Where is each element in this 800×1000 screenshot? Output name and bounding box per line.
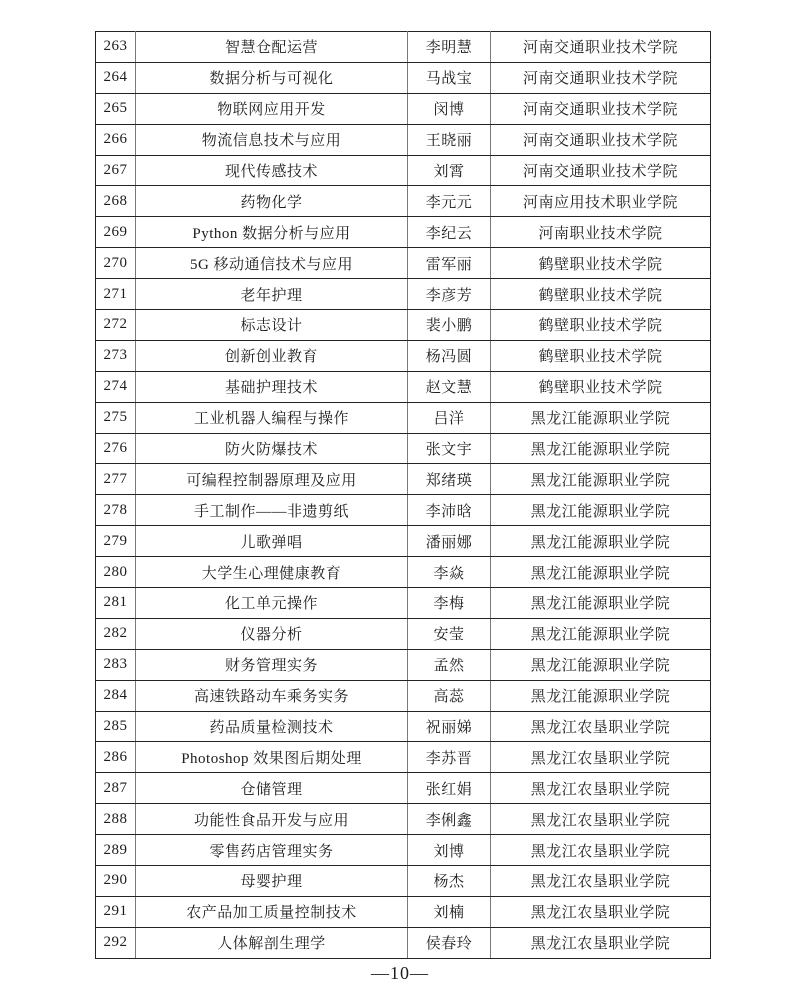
- institution-cell: 黑龙江能源职业学院: [491, 588, 711, 619]
- row-number-cell: 279: [96, 526, 136, 557]
- course-name-cell: 财务管理实务: [136, 649, 408, 680]
- teacher-name-cell: 李苏晋: [408, 742, 491, 773]
- teacher-name-cell: 李沛晗: [408, 495, 491, 526]
- page-number: —10—: [371, 963, 429, 983]
- row-number-cell: 286: [96, 742, 136, 773]
- table-row: [96, 155, 711, 186]
- row-number-cell: 263: [96, 32, 136, 63]
- institution-cell: 河南职业技术学院: [491, 217, 711, 248]
- table-row: [96, 680, 711, 711]
- institution-cell: 黑龙江农垦职业学院: [491, 866, 711, 897]
- course-name-cell: 防火防爆技术: [136, 433, 408, 464]
- teacher-name-cell: 孟然: [408, 649, 491, 680]
- course-name-cell: 创新创业教育: [136, 340, 408, 371]
- row-number-cell: 284: [96, 680, 136, 711]
- teacher-name-cell: 刘博: [408, 835, 491, 866]
- table-row: [96, 124, 711, 155]
- institution-cell: 黑龙江农垦职业学院: [491, 804, 711, 835]
- teacher-name-cell: 李俐鑫: [408, 804, 491, 835]
- teacher-name-cell: 闵博: [408, 93, 491, 124]
- table-row: [96, 557, 711, 588]
- teacher-name-cell: 郑绪瑛: [408, 464, 491, 495]
- row-number-cell: 268: [96, 186, 136, 217]
- course-list-table: [95, 31, 711, 959]
- teacher-name-cell: 祝丽娣: [408, 711, 491, 742]
- course-name-cell: 母婴护理: [136, 866, 408, 897]
- institution-cell: 河南交通职业技术学院: [491, 93, 711, 124]
- teacher-name-cell: 杨冯圆: [408, 340, 491, 371]
- course-name-cell: 儿歌弹唱: [136, 526, 408, 557]
- row-number-cell: 266: [96, 124, 136, 155]
- row-number-cell: 273: [96, 340, 136, 371]
- teacher-name-cell: 安莹: [408, 618, 491, 649]
- institution-cell: 河南交通职业技术学院: [491, 124, 711, 155]
- teacher-name-cell: 李明慧: [408, 32, 491, 63]
- course-name-cell: 基础护理技术: [136, 371, 408, 402]
- table-row: [96, 186, 711, 217]
- table-row: [96, 835, 711, 866]
- row-number-cell: 288: [96, 804, 136, 835]
- teacher-name-cell: 杨杰: [408, 866, 491, 897]
- course-name-cell: 高速铁路动车乘务实务: [136, 680, 408, 711]
- course-name-cell: 仓储管理: [136, 773, 408, 804]
- institution-cell: 黑龙江农垦职业学院: [491, 711, 711, 742]
- table-row: [96, 371, 711, 402]
- row-number-cell: 271: [96, 279, 136, 310]
- institution-cell: 黑龙江能源职业学院: [491, 495, 711, 526]
- course-name-cell: 智慧仓配运营: [136, 32, 408, 63]
- teacher-name-cell: 张红娟: [408, 773, 491, 804]
- table-row: [96, 32, 711, 63]
- institution-cell: 黑龙江能源职业学院: [491, 618, 711, 649]
- institution-cell: 鹤壁职业技术学院: [491, 310, 711, 341]
- course-name-cell: 人体解剖生理学: [136, 927, 408, 958]
- course-name-cell: 标志设计: [136, 310, 408, 341]
- row-number-cell: 282: [96, 618, 136, 649]
- course-name-cell: 老年护理: [136, 279, 408, 310]
- row-number-cell: 287: [96, 773, 136, 804]
- table-row: [96, 526, 711, 557]
- row-number-cell: 264: [96, 62, 136, 93]
- teacher-name-cell: 雷军丽: [408, 248, 491, 279]
- row-number-cell: 272: [96, 310, 136, 341]
- teacher-name-cell: 侯春玲: [408, 927, 491, 958]
- table-row: [96, 279, 711, 310]
- row-number-cell: 274: [96, 371, 136, 402]
- table-row: [96, 495, 711, 526]
- row-number-cell: 265: [96, 93, 136, 124]
- course-name-cell: Python 数据分析与应用: [136, 217, 408, 248]
- course-name-cell: 零售药店管理实务: [136, 835, 408, 866]
- table-row: [96, 649, 711, 680]
- institution-cell: 黑龙江能源职业学院: [491, 526, 711, 557]
- row-number-cell: 278: [96, 495, 136, 526]
- teacher-name-cell: 刘霄: [408, 155, 491, 186]
- teacher-name-cell: 李焱: [408, 557, 491, 588]
- teacher-name-cell: 马战宝: [408, 62, 491, 93]
- row-number-cell: 290: [96, 866, 136, 897]
- institution-cell: 河南交通职业技术学院: [491, 155, 711, 186]
- teacher-name-cell: 高蕊: [408, 680, 491, 711]
- row-number-cell: 270: [96, 248, 136, 279]
- course-name-cell: Photoshop 效果图后期处理: [136, 742, 408, 773]
- course-name-cell: 仪器分析: [136, 618, 408, 649]
- institution-cell: 黑龙江能源职业学院: [491, 649, 711, 680]
- institution-cell: 河南交通职业技术学院: [491, 62, 711, 93]
- row-number-cell: 281: [96, 588, 136, 619]
- teacher-name-cell: 张文宇: [408, 433, 491, 464]
- table-row: [96, 217, 711, 248]
- row-number-cell: 292: [96, 927, 136, 958]
- teacher-name-cell: 王晓丽: [408, 124, 491, 155]
- teacher-name-cell: 吕洋: [408, 402, 491, 433]
- course-name-cell: 工业机器人编程与操作: [136, 402, 408, 433]
- institution-cell: 黑龙江能源职业学院: [491, 402, 711, 433]
- institution-cell: 河南交通职业技术学院: [491, 32, 711, 63]
- teacher-name-cell: 李纪云: [408, 217, 491, 248]
- table-row: [96, 340, 711, 371]
- row-number-cell: 269: [96, 217, 136, 248]
- row-number-cell: 267: [96, 155, 136, 186]
- table-row: [96, 402, 711, 433]
- institution-cell: 黑龙江能源职业学院: [491, 464, 711, 495]
- course-name-cell: 大学生心理健康教育: [136, 557, 408, 588]
- teacher-name-cell: 潘丽娜: [408, 526, 491, 557]
- teacher-name-cell: 赵文慧: [408, 371, 491, 402]
- row-number-cell: 289: [96, 835, 136, 866]
- institution-cell: 鹤壁职业技术学院: [491, 371, 711, 402]
- institution-cell: 河南应用技术职业学院: [491, 186, 711, 217]
- table-row: [96, 866, 711, 897]
- institution-cell: 鹤壁职业技术学院: [491, 279, 711, 310]
- course-name-cell: 化工单元操作: [136, 588, 408, 619]
- course-name-cell: 5G 移动通信技术与应用: [136, 248, 408, 279]
- table-row: [96, 711, 711, 742]
- table-row: [96, 464, 711, 495]
- course-name-cell: 物流信息技术与应用: [136, 124, 408, 155]
- table-row: [96, 742, 711, 773]
- table-row: [96, 93, 711, 124]
- institution-cell: 黑龙江农垦职业学院: [491, 896, 711, 927]
- row-number-cell: 283: [96, 649, 136, 680]
- course-name-cell: 物联网应用开发: [136, 93, 408, 124]
- row-number-cell: 276: [96, 433, 136, 464]
- course-name-cell: 可编程控制器原理及应用: [136, 464, 408, 495]
- row-number-cell: 291: [96, 896, 136, 927]
- row-number-cell: 280: [96, 557, 136, 588]
- row-number-cell: 277: [96, 464, 136, 495]
- institution-cell: 鹤壁职业技术学院: [491, 248, 711, 279]
- course-name-cell: 农产品加工质量控制技术: [136, 896, 408, 927]
- table-row: [96, 433, 711, 464]
- course-name-cell: 药品质量检测技术: [136, 711, 408, 742]
- table-row: [96, 773, 711, 804]
- institution-cell: 鹤壁职业技术学院: [491, 340, 711, 371]
- table-row: [96, 588, 711, 619]
- table-row: [96, 618, 711, 649]
- institution-cell: 黑龙江能源职业学院: [491, 680, 711, 711]
- teacher-name-cell: 李元元: [408, 186, 491, 217]
- course-name-cell: 功能性食品开发与应用: [136, 804, 408, 835]
- institution-cell: 黑龙江能源职业学院: [491, 433, 711, 464]
- course-name-cell: 数据分析与可视化: [136, 62, 408, 93]
- course-name-cell: 手工制作——非遗剪纸: [136, 495, 408, 526]
- institution-cell: 黑龙江农垦职业学院: [491, 773, 711, 804]
- teacher-name-cell: 李彦芳: [408, 279, 491, 310]
- institution-cell: 黑龙江农垦职业学院: [491, 835, 711, 866]
- table-row: [96, 62, 711, 93]
- institution-cell: 黑龙江农垦职业学院: [491, 742, 711, 773]
- table-row: [96, 927, 711, 958]
- course-name-cell: 现代传感技术: [136, 155, 408, 186]
- teacher-name-cell: 裴小鹏: [408, 310, 491, 341]
- row-number-cell: 285: [96, 711, 136, 742]
- table-row: [96, 896, 711, 927]
- table-row: [96, 248, 711, 279]
- institution-cell: 黑龙江能源职业学院: [491, 557, 711, 588]
- row-number-cell: 275: [96, 402, 136, 433]
- table-row: [96, 804, 711, 835]
- teacher-name-cell: 李梅: [408, 588, 491, 619]
- table-row: [96, 310, 711, 341]
- course-name-cell: 药物化学: [136, 186, 408, 217]
- teacher-name-cell: 刘楠: [408, 896, 491, 927]
- institution-cell: 黑龙江农垦职业学院: [491, 927, 711, 958]
